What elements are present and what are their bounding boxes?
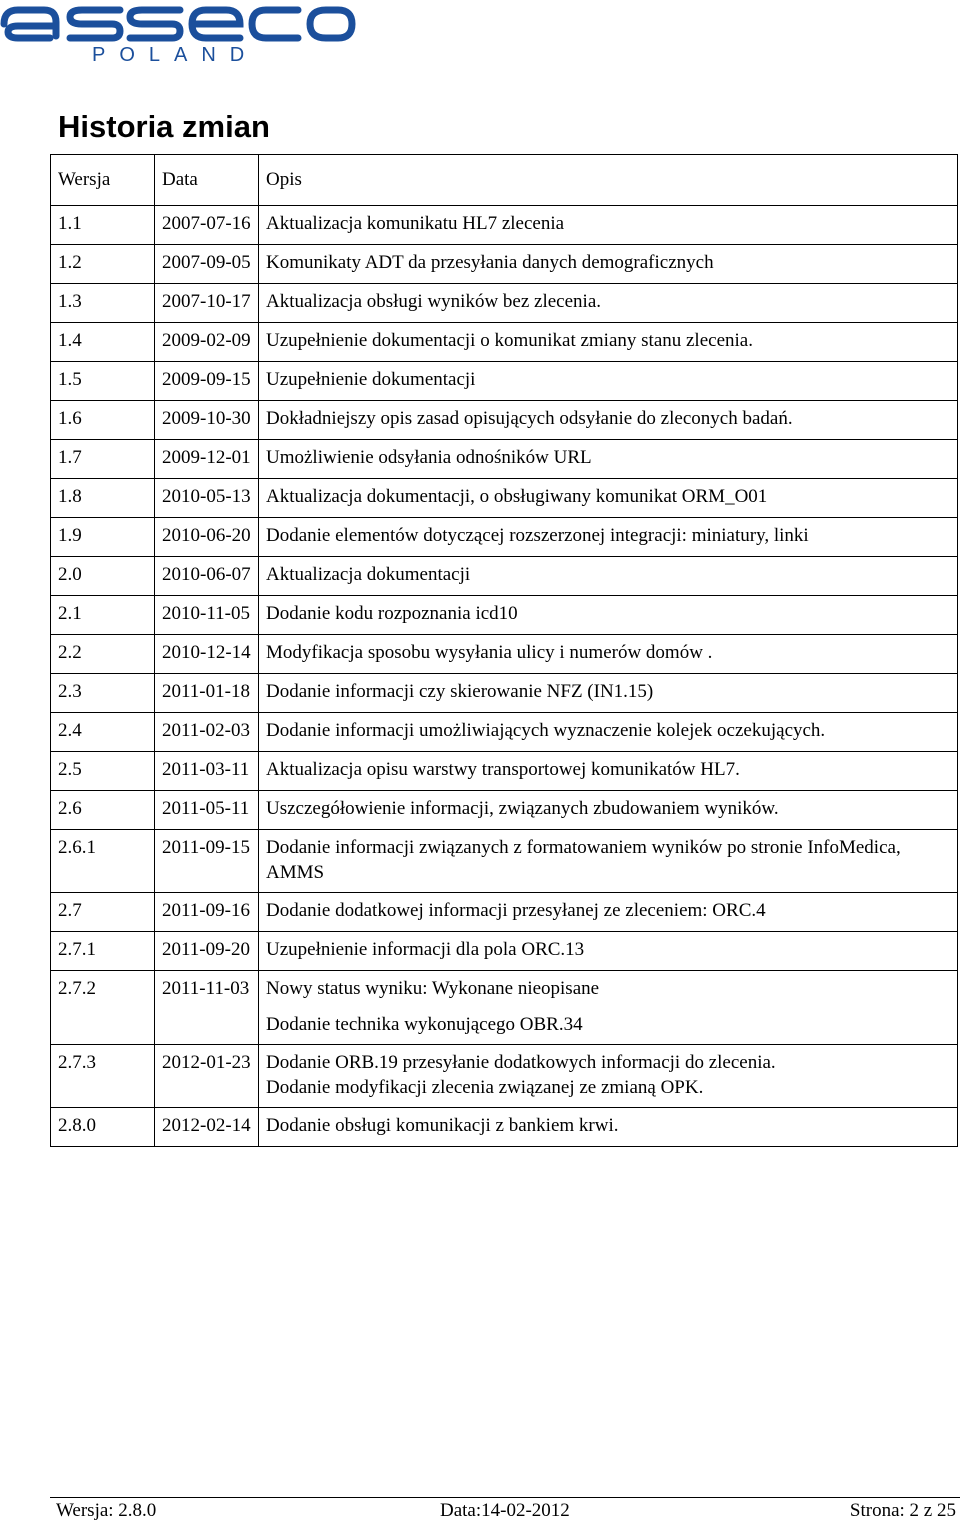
date-cell: 2011-09-16 <box>155 893 259 932</box>
description-text: Umożliwienie odsyłania odnośników URL <box>266 447 592 468</box>
version-cell: 1.7 <box>51 440 155 479</box>
date-cell: 2007-07-16 <box>155 206 259 245</box>
date-cell: 2011-05-11 <box>155 791 259 830</box>
version-cell: 1.4 <box>51 323 155 362</box>
table-row <box>51 791 958 830</box>
description-text-second: Dodanie modyfikacji zlecenia związanej ze zmianą OPK. <box>266 1077 704 1098</box>
version-cell: 2.6 <box>51 791 155 830</box>
description-cell <box>259 791 958 830</box>
version-cell: 2.7.3 <box>51 1045 155 1108</box>
description-text: Komunikaty ADT da przesyłania danych demograficznych <box>266 252 714 273</box>
description-text: Aktualizacja dokumentacji, o obsługiwany komunikat ORM_O01 <box>266 486 768 507</box>
description-cell <box>259 596 958 635</box>
date-cell: 2009-12-01 <box>155 440 259 479</box>
description-cell <box>259 971 958 1045</box>
asseco-wordmark-icon <box>0 0 360 48</box>
description-text-second: Dodanie technika wykonującego OBR.34 <box>266 1014 583 1035</box>
version-cell: 2.5 <box>51 752 155 791</box>
date-cell: 2012-01-23 <box>155 1045 259 1108</box>
table-row <box>51 1108 958 1147</box>
description-text: Dodanie ORB.19 przesyłanie dodatkowych informacji do zlecenia. <box>266 1052 776 1073</box>
table-row <box>51 245 958 284</box>
footer-page-number: Strona: 2 z 25 <box>849 1500 956 1521</box>
version-cell: 2.7.2 <box>51 971 155 1045</box>
description-cell <box>259 635 958 674</box>
description-text: Dodanie informacji związanych z formatowaniem wyników po stronie InfoMedica, AMMS <box>266 837 901 883</box>
version-cell: 1.2 <box>51 245 155 284</box>
table-row <box>51 362 958 401</box>
description-text: Dodanie informacji umożliwiających wyznaczenie kolejek oczekujących. <box>266 720 826 741</box>
description-cell <box>259 557 958 596</box>
table-header-row <box>51 155 958 206</box>
logo-subtitle: POLAND <box>92 44 259 66</box>
description-cell <box>259 401 958 440</box>
description-cell <box>259 245 958 284</box>
version-cell: 2.8.0 <box>51 1108 155 1147</box>
table-row <box>51 557 958 596</box>
description-text: Modyfikacja sposobu wysyłania ulicy i numerów domów . <box>266 642 713 663</box>
description-cell <box>259 752 958 791</box>
table-row <box>51 752 958 791</box>
version-cell: 1.8 <box>51 479 155 518</box>
table-row <box>51 713 958 752</box>
description-cell <box>259 284 958 323</box>
date-cell: 2011-03-11 <box>155 752 259 791</box>
description-text: Aktualizacja opisu warstwy transportowej komunikatów HL7. <box>266 759 740 780</box>
column-header-date: Data <box>155 155 259 206</box>
description-text: Uzupełnienie dokumentacji o komunikat zmiany stanu zlecenia. <box>266 330 753 351</box>
table-row <box>51 518 958 557</box>
date-cell: 2009-02-09 <box>155 323 259 362</box>
table-row <box>51 635 958 674</box>
description-text: Uszczegółowienie informacji, związanych zbudowaniem wyników. <box>266 798 779 819</box>
table-row <box>51 284 958 323</box>
description-text: Aktualizacja dokumentacji <box>266 564 471 585</box>
date-cell: 2010-11-05 <box>155 596 259 635</box>
description-text: Dodanie dodatkowej informacji przesyłanej ze zleceniem: ORC.4 <box>266 900 766 921</box>
table-row <box>51 830 958 893</box>
date-cell: 2010-06-20 <box>155 518 259 557</box>
description-cell <box>259 323 958 362</box>
description-cell <box>259 362 958 401</box>
version-cell: 2.7 <box>51 893 155 932</box>
table-row <box>51 674 958 713</box>
description-cell <box>259 674 958 713</box>
description-cell <box>259 479 958 518</box>
footer-divider <box>50 1497 960 1498</box>
description-cell <box>259 932 958 971</box>
version-cell: 2.3 <box>51 674 155 713</box>
table-row <box>51 401 958 440</box>
version-cell: 1.1 <box>51 206 155 245</box>
description-cell <box>259 830 958 893</box>
date-cell: 2007-09-05 <box>155 245 259 284</box>
description-text: Dodanie elementów dotyczącej rozszerzonej integracji: miniatury, linki <box>266 525 809 546</box>
description-text: Dodanie kodu rozpoznania icd10 <box>266 603 518 624</box>
date-cell: 2011-11-03 <box>155 971 259 1045</box>
table-row <box>51 323 958 362</box>
table-row <box>51 1045 958 1108</box>
version-cell: 1.5 <box>51 362 155 401</box>
description-text: Dodanie obsługi komunikacji z bankiem krwi. <box>266 1115 619 1136</box>
date-cell: 2009-09-15 <box>155 362 259 401</box>
description-cell <box>259 518 958 557</box>
description-cell <box>259 713 958 752</box>
date-cell: 2011-09-15 <box>155 830 259 893</box>
version-cell: 2.0 <box>51 557 155 596</box>
version-cell: 2.4 <box>51 713 155 752</box>
date-cell: 2011-01-18 <box>155 674 259 713</box>
date-cell: 2007-10-17 <box>155 284 259 323</box>
date-cell: 2010-05-13 <box>155 479 259 518</box>
description-cell <box>259 1045 958 1108</box>
table-row <box>51 479 958 518</box>
table-row <box>51 440 958 479</box>
description-cell <box>259 893 958 932</box>
version-cell: 2.7.1 <box>51 932 155 971</box>
date-cell: 2012-02-14 <box>155 1108 259 1147</box>
version-cell: 2.1 <box>51 596 155 635</box>
date-cell: 2011-09-20 <box>155 932 259 971</box>
description-text: Uzupełnienie informacji dla pola ORC.13 <box>266 939 585 960</box>
column-header-description: Opis <box>259 155 958 206</box>
description-text: Nowy status wyniku: Wykonane nieopisane <box>266 978 600 999</box>
history-table <box>50 154 958 1147</box>
table-row <box>51 932 958 971</box>
description-text: Uzupełnienie dokumentacji <box>266 369 476 390</box>
footer-date: Data:14-02-2012 <box>440 1500 570 1521</box>
description-text: Aktualizacja obsługi wyników bez zlecenia. <box>266 291 602 312</box>
asseco-logo <box>0 0 360 70</box>
description-cell <box>259 1108 958 1147</box>
version-cell: 1.9 <box>51 518 155 557</box>
footer-version: Wersja: 2.8.0 <box>56 1500 157 1521</box>
version-cell: 1.6 <box>51 401 155 440</box>
table-row <box>51 971 958 1045</box>
table-row <box>51 596 958 635</box>
date-cell: 2009-10-30 <box>155 401 259 440</box>
description-text: Dodanie informacji czy skierowanie NFZ (IN1.15) <box>266 681 654 702</box>
table-row <box>51 206 958 245</box>
date-cell: 2010-12-14 <box>155 635 259 674</box>
version-cell: 2.2 <box>51 635 155 674</box>
column-header-version: Wersja <box>51 155 155 206</box>
date-cell: 2011-02-03 <box>155 713 259 752</box>
table-row <box>51 893 958 932</box>
date-cell: 2010-06-07 <box>155 557 259 596</box>
description-cell <box>259 440 958 479</box>
page-title: Historia zmian <box>58 109 270 144</box>
description-text: Dokładniejszy opis zasad opisujących odsyłanie do zleconych badań. <box>266 408 793 429</box>
version-cell: 1.3 <box>51 284 155 323</box>
version-cell: 2.6.1 <box>51 830 155 893</box>
description-cell <box>259 206 958 245</box>
description-text: Aktualizacja komunikatu HL7 zlecenia <box>266 213 565 234</box>
